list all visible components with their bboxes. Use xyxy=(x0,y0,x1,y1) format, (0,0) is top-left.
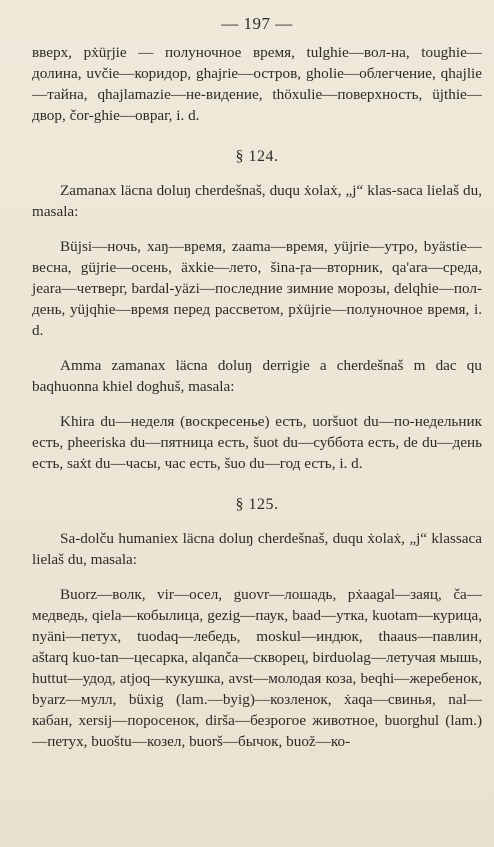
section-124-intro: Zamanax läcna doluŋ cherdešnaš, duqu ẋolaẋ, „j“ klas-saca lielaš du, masala: xyxy=(32,182,482,220)
section-124-examples: Büjsi—ночь, xaŋ—время, zaama—время, yüjrie—утро, byästie—весна, güjrie—осень, äxkie—лето, šina-ŗa—вторник, qa'ara—среда, jeara—четверг, bardal-yäzi—последние зимние морозы, delqhie—пол-день, yüjqhie—время перед рассветом, pẋüjrie—полуночное время, i. d. xyxy=(32,238,482,339)
section-125-intro: Sa-dolču humaniex läcna doluŋ cherdešnaš, duqu ẋolaẋ, „j“ klassaca lielaš du, masala: xyxy=(32,530,482,568)
section-heading-125: § 125. xyxy=(235,496,279,513)
section-124-examples2: Khira du—неделя (воскресенье) есть, uoršuot du—по-недельник есть, pheeriska du—пятница есть, šuot du—суббота есть, de du—день есть, saẋt du—часы, час есть, šuo du—год есть, i. d. xyxy=(32,413,482,472)
paragraph-top: вверх, pẋüŗjie — полуночное время, tulghie—вол-на, toughie—долина, uvčie—коридор, ghajrie—остров, gholie—облегчение, qhajlie—тайна, qhajlamazie—не-видение, thöxulie—поверхность, üjthie—двор, čor-ghie—овраг, i. d. xyxy=(32,44,482,124)
section-124-intro2: Amma zamanax läcna doluŋ derrigie a cherdešnaš m dac qu baqhuonna khiel doghuš, masala: xyxy=(32,357,482,395)
page-number: — 197 — xyxy=(221,14,293,33)
section-heading-124: § 124. xyxy=(235,148,279,165)
section-125-examples: Buorz—волк, vir—осел, guovr—лошадь, pẋaagal—заяц, ča—медведь, qiela—кобылица, gezig—паук, baad—утка, kuotam—курица, nyäni—петух, tuodaq—лебедь, moskul—индюк, thaaus—павлин, aštarq kuo-tan—цесарка, alqanča—скворец, birduolag—летучая мышь, huttut—удод, atjoq—кукушка, avst—молодая коза, beqhi—жеребенок, byarz—мулл, büxig (lam.—byig)—козленок, ẋaqa—свинья, nal—кабан, xersij—поросенок, dirša—безрогое животное, buorghul (lam.)—петух, buoštu—козел, buorš—бычок, buož—ко- xyxy=(32,586,482,750)
